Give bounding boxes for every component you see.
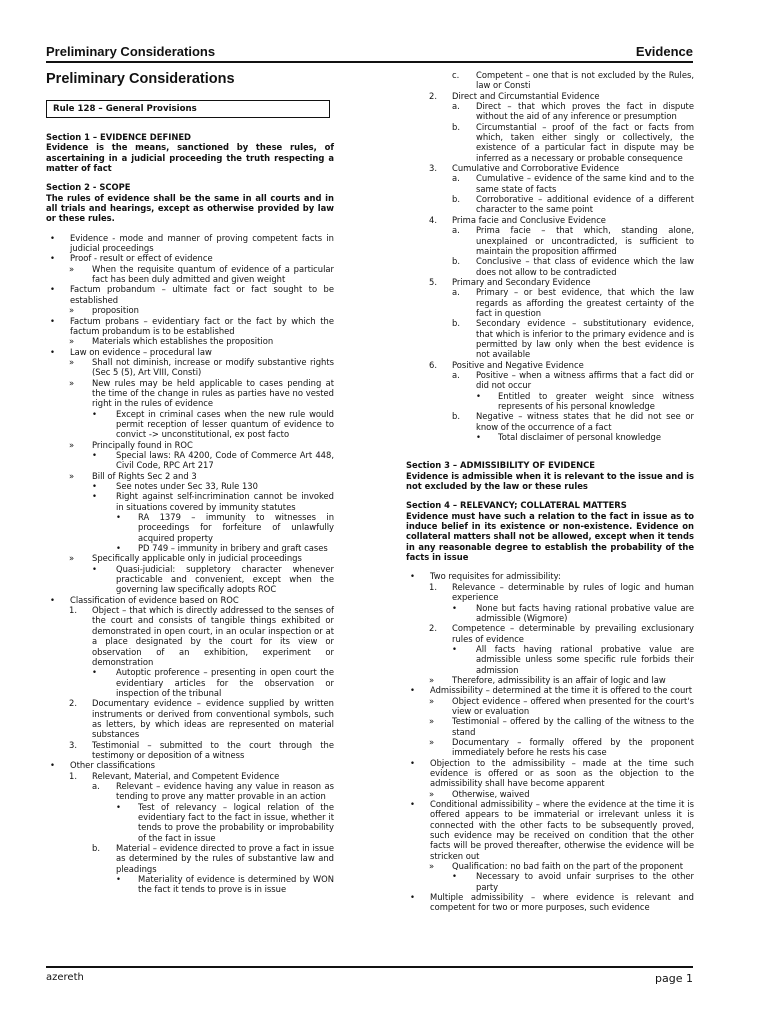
list-item xyxy=(46,491,334,512)
list-item-text: Admissibility – determined at the time it is offered to the court xyxy=(430,685,692,696)
header-subject: Evidence xyxy=(635,44,693,59)
list-marker: 2. xyxy=(429,90,437,101)
list-item xyxy=(406,411,694,432)
list-item xyxy=(406,370,694,391)
list-item xyxy=(406,256,694,277)
list-item-text: Conclusive – that class of evidence which the law does not allow to be contradicted xyxy=(476,256,694,277)
list-marker: c. xyxy=(452,70,460,80)
list-item xyxy=(46,543,334,553)
list-item xyxy=(46,874,334,895)
list-item xyxy=(406,173,694,194)
list-marker: • xyxy=(452,871,457,882)
list-marker: » xyxy=(429,861,435,872)
list-item xyxy=(46,305,334,315)
list-item xyxy=(406,789,694,799)
section-heading: Section 4 – RELEVANCY; COLLATERAL MATTERS xyxy=(406,500,627,511)
list-item-text: Autoptic proference – presenting in open court the evidentiary articles for the observation or inspection of the tribunal xyxy=(116,667,334,698)
page-number: page 1 xyxy=(655,972,693,985)
list-marker: » xyxy=(429,695,435,706)
list-item xyxy=(406,623,694,644)
list-marker: a. xyxy=(452,173,460,184)
list-item-text: Circumstantial – proof of the fact or facts from which, taken either singly or collectively, the existence of a particular fact in dispute may be inferred as a necessary or probable consequence xyxy=(476,121,694,163)
spacer xyxy=(406,491,694,500)
list-item-text: Direct – that which proves the fact in dispute without the aid of any inference or presumption xyxy=(476,101,694,122)
list-marker: • xyxy=(50,284,55,295)
list-item-text: Bill of Rights Sec 2 and 3 xyxy=(92,470,197,481)
list-marker: • xyxy=(452,643,457,654)
section-rule-text: Evidence is the means, sanctioned by these rules, of ascertaining in a judicial proceeding the truth respecting a matter of fact xyxy=(46,142,334,174)
list-item-text: Qualification: no bad faith on the part of the proponent xyxy=(452,861,684,872)
list-item-text: When the requisite quantum of evidence of a particular fact has been duly admitted and given weight xyxy=(92,263,334,285)
list-item xyxy=(46,347,334,357)
list-marker: » xyxy=(69,336,75,347)
list-marker: b. xyxy=(452,256,460,267)
list-item-text: None but facts having rational probative value are admissible (Wigmore) xyxy=(476,602,694,623)
list-marker: » xyxy=(429,716,435,727)
running-header xyxy=(46,41,693,63)
list-item-text: PD 749 – immunity in bribery and graft cases xyxy=(138,543,328,554)
list-item xyxy=(406,871,694,892)
list-item-text: Secondary evidence – substitutionary evidence, that which is inferior to the primary evidence and is permitted by law only when the best evidence is not available xyxy=(476,318,694,360)
spacer xyxy=(46,224,334,233)
list-item-text: Two requisites for admissibility: xyxy=(430,571,561,582)
list-item xyxy=(46,357,334,378)
list-marker: 4. xyxy=(429,214,437,225)
list-marker: • xyxy=(92,667,97,678)
list-item xyxy=(46,605,334,667)
section-rule-text: Evidence is admissible when it is relevant to the issue and is not excluded by the law or these rules xyxy=(406,470,694,492)
spacer xyxy=(406,562,694,571)
list-item-text: Relevant – evidence having any value in reason as tending to prove any matter provable in an action xyxy=(116,780,334,802)
list-item-text: Corroborative – additional evidence of a different character to the same point xyxy=(476,194,694,215)
list-item-text: Multiple admissibility – where evidence is relevant and competent for two or more purposes, such evidence xyxy=(430,892,694,913)
list-item xyxy=(46,440,334,450)
list-marker: • xyxy=(452,602,457,613)
list-marker: • xyxy=(50,760,55,771)
left-column xyxy=(46,70,334,895)
list-item xyxy=(46,450,334,471)
list-item xyxy=(46,781,334,802)
list-item-text: Entitled to greater weight since witness represents of his personal knowledge xyxy=(498,390,694,411)
list-marker: • xyxy=(92,408,97,419)
list-item-text: Negative – witness states that he did not see or know of the occurrence of a fact xyxy=(476,411,694,432)
list-item-text: Positive – when a witness affirms that a fact did or did not occur xyxy=(476,369,694,391)
list-marker: • xyxy=(476,432,481,443)
list-marker: • xyxy=(50,315,55,326)
list-marker: » xyxy=(69,553,75,564)
list-item-text: proposition xyxy=(92,305,139,316)
list-item xyxy=(46,553,334,563)
list-item xyxy=(46,843,334,874)
list-item xyxy=(406,101,694,122)
list-marker: 1. xyxy=(69,770,77,781)
list-item xyxy=(406,70,694,91)
list-item xyxy=(406,892,694,913)
list-item-text: Primary and Secondary Evidence xyxy=(452,276,591,287)
list-item-text: Right against self-incrimination cannot be invoked in situations covered by immunity statutes xyxy=(116,491,334,512)
list-marker: • xyxy=(92,481,97,491)
list-marker: • xyxy=(50,253,55,264)
list-marker: » xyxy=(429,674,435,685)
list-item-text: Necessary to avoid unfair surprises to the other party xyxy=(476,871,694,892)
list-marker: • xyxy=(116,512,121,523)
list-item-text: Prima facie and Conclusive Evidence xyxy=(452,214,606,225)
list-item-text: Shall not diminish, increase or modify substantive rights (Sec 5 (5), Art VIII, Consti) xyxy=(92,356,334,378)
list-marker: • xyxy=(92,563,97,574)
list-marker: 1. xyxy=(429,581,437,592)
list-item-text: Prima facie – that which, standing alone, unexplained or uncontradicted, is sufficient to maintain the proposition affirmed xyxy=(476,225,694,256)
list-item xyxy=(406,737,694,758)
list-item-text: Positive and Negative Evidence xyxy=(452,359,584,370)
list-item-text: Testimonial – submitted to the court through the testimony or deposition of a witness xyxy=(92,739,334,760)
list-item xyxy=(46,564,334,595)
list-marker: a. xyxy=(452,369,460,380)
list-marker: • xyxy=(50,594,55,605)
list-item xyxy=(406,696,694,717)
header-title: Preliminary Considerations xyxy=(46,44,216,59)
list-marker: » xyxy=(69,263,75,274)
right-column-body xyxy=(406,70,694,913)
list-item-text: Total disclaimer of personal knowledge xyxy=(498,432,661,443)
list-item-text: Specifically applicable only in judicial proceedings xyxy=(92,553,302,564)
list-item xyxy=(406,685,694,695)
section-heading: Section 2 - SCOPE xyxy=(46,182,131,193)
list-item-text: Object – that which is directly addressed to the senses of the court and consists of tangible things exhibited or demonstrated in open court, in an ocular inspection or at a place designated by the court for its view or observation of an exhibition, experiment or demonstration xyxy=(92,605,334,667)
list-marker: b. xyxy=(452,411,460,422)
list-item xyxy=(46,378,334,409)
list-marker: 2. xyxy=(69,698,77,709)
list-item xyxy=(406,582,694,603)
list-item-text: Cumulative – evidence of the same kind and to the same state of facts xyxy=(476,173,694,194)
list-marker: • xyxy=(50,232,55,243)
list-item-text: Principally found in ROC xyxy=(92,439,193,450)
list-item xyxy=(406,194,694,215)
list-marker: 3. xyxy=(69,739,77,750)
list-item xyxy=(406,277,694,287)
list-item xyxy=(406,675,694,685)
list-marker: » xyxy=(429,788,435,799)
list-item xyxy=(406,571,694,581)
list-item-text: Relevant, Material, and Competent Evidence xyxy=(92,770,280,781)
list-marker: • xyxy=(92,491,97,502)
list-marker: • xyxy=(410,892,415,903)
list-item xyxy=(46,481,334,491)
section-heading: Section 1 – EVIDENCE DEFINED xyxy=(46,132,192,142)
section-rule-text: The rules of evidence shall be the same in all courts and in all trials and hearings, except as otherwise provided by law or these rules. xyxy=(46,192,334,224)
list-item-text: Material – evidence directed to prove a fact in issue as determined by the rules of substantive law and pleadings xyxy=(116,843,334,874)
list-item xyxy=(406,758,694,789)
list-marker: 1. xyxy=(69,605,77,616)
list-marker: » xyxy=(69,305,75,316)
list-marker: • xyxy=(476,390,481,401)
list-marker: • xyxy=(410,685,415,696)
list-item-text: Competence – determinable by prevailing exclusionary rules of evidence xyxy=(452,623,694,644)
list-item-text: Factum probans – evidentiary fact or the fact by which the factum probandum is to be established xyxy=(70,315,334,336)
list-item xyxy=(46,253,334,263)
section-rule-text: Evidence must have such a relation to the fact in issue as to induce belief in its existence or non-existence. Evidence on collateral matters shall not be allowed, except when it tends in any reasonable degree to establish the probability of the facts in issue xyxy=(406,510,694,563)
left-column-body xyxy=(46,132,334,895)
list-item-text: Primary – or best evidence, that which the law regards as affording the greatest certainty of the fact in question xyxy=(476,287,694,318)
list-item xyxy=(406,799,694,861)
list-item-text: Test of relevancy – logical relation of the evidentiary fact to the fact in issue, whether it tends to prove the probability or improbability of the fact in issue xyxy=(138,801,334,843)
list-item-text: Other classifications xyxy=(70,760,155,771)
list-marker: b. xyxy=(92,843,100,854)
list-item-text: New rules may be held applicable to cases pending at the time of the change in rules as parties have no vested right in the rules of evidence xyxy=(92,377,334,409)
list-item-text: Otherwise, waived xyxy=(452,788,530,799)
list-marker: a. xyxy=(92,780,100,791)
spacer xyxy=(406,442,694,451)
list-marker: » xyxy=(429,736,435,747)
list-marker: • xyxy=(410,757,415,768)
list-marker: » xyxy=(69,377,75,388)
list-item-text: Object evidence – offered when presented for the court's view or evaluation xyxy=(452,695,694,716)
list-marker: » xyxy=(69,356,75,367)
list-item xyxy=(46,771,334,781)
list-item xyxy=(406,122,694,163)
list-item-text: Cumulative and Corroborative Evidence xyxy=(452,163,620,174)
list-item xyxy=(406,716,694,737)
section-heading: Section 3 – ADMISSIBILITY OF EVIDENCE xyxy=(406,460,595,471)
list-marker: • xyxy=(116,874,121,885)
footer-author: azereth xyxy=(46,972,84,983)
list-item-text: Documentary – formally offered by the proponent immediately before he rests his case xyxy=(452,736,694,758)
list-item xyxy=(46,760,334,770)
list-item xyxy=(46,336,334,346)
list-item-text: Evidence - mode and manner of proving competent facts in judicial proceedings xyxy=(70,232,334,254)
list-item xyxy=(406,91,694,101)
list-item xyxy=(406,225,694,256)
list-marker: 2. xyxy=(429,623,437,634)
list-marker: • xyxy=(50,346,55,357)
page-title: Preliminary Considerations xyxy=(46,71,235,87)
list-item xyxy=(46,409,334,440)
list-item xyxy=(406,391,694,412)
list-item-text: Competent – one that is not excluded by the Rules, law or Consti xyxy=(476,70,694,91)
list-marker: b. xyxy=(452,318,460,329)
list-marker: • xyxy=(116,543,121,554)
list-item-text: Classification of evidence based on ROC xyxy=(70,594,239,605)
list-item xyxy=(406,318,694,359)
list-item-text: Quasi-judicial: suppletory character whenever practicable and convenient, except when the governing law specifically adopts ROC xyxy=(116,563,334,595)
list-item xyxy=(46,284,334,305)
list-item xyxy=(46,471,334,481)
list-item xyxy=(406,163,694,173)
list-item xyxy=(46,667,334,698)
list-item xyxy=(406,432,694,442)
right-column xyxy=(406,70,694,913)
list-marker: a. xyxy=(452,225,460,236)
list-marker: • xyxy=(116,801,121,812)
list-item-text: Relevance – determinable by rules of logic and human experience xyxy=(452,581,694,603)
list-item xyxy=(406,287,694,318)
list-item xyxy=(406,360,694,370)
list-item xyxy=(46,698,334,739)
list-marker: 3. xyxy=(429,163,437,174)
list-marker: a. xyxy=(452,287,460,298)
list-marker: • xyxy=(92,449,97,460)
rule-heading-box: Rule 128 – General Provisions xyxy=(46,100,330,118)
list-item-text: Direct and Circumstantial Evidence xyxy=(452,90,600,101)
list-item-text: See notes under Sec 33, Rule 130 xyxy=(116,481,258,491)
list-item xyxy=(46,264,334,285)
list-marker: » xyxy=(69,439,75,450)
list-item-text: Objection to the admissibility – made at the time such evidence is offered or as soon as the objection to the admissibility shall have become apparent xyxy=(430,757,694,789)
list-item-text: Therefore, admissibility is an affair of logic and law xyxy=(452,674,666,685)
list-item xyxy=(46,595,334,605)
list-item xyxy=(406,644,694,675)
list-marker: b. xyxy=(452,194,460,205)
list-item-text: Factum probandum – ultimate fact or fact sought to be established xyxy=(70,284,334,305)
page-footer xyxy=(46,966,693,986)
spacer xyxy=(406,451,694,460)
list-marker: 5. xyxy=(429,276,437,287)
list-marker: • xyxy=(410,799,415,810)
list-marker: a. xyxy=(452,101,460,112)
list-item-text: Proof - result or effect of evidence xyxy=(70,253,213,264)
list-item xyxy=(406,603,694,624)
list-item-text: All facts having rational probative value are admissible unless some specific rule forbids their admission xyxy=(476,643,694,675)
list-item xyxy=(406,215,694,225)
list-item-text: Special laws: RA 4200, Code of Commerce Art 448, Civil Code, RPC Art 217 xyxy=(116,449,334,471)
list-item xyxy=(46,316,334,337)
list-item-text: Documentary evidence – evidence supplied by written instruments or derived from conventional symbols, such as letters, by which ideas are represented on material substances xyxy=(92,698,334,740)
list-marker: 6. xyxy=(429,359,437,370)
list-item-text: Testimonial – offered by the calling of the witness to the stand xyxy=(452,716,694,737)
spacer xyxy=(46,173,334,182)
list-item-text: Materials which establishes the proposition xyxy=(92,336,274,347)
list-marker: • xyxy=(410,571,415,582)
list-item xyxy=(46,740,334,761)
list-item xyxy=(406,861,694,871)
list-item-text: Law on evidence – procedural law xyxy=(70,346,212,357)
list-item-text: Materiality of evidence is determined by WON the fact it tends to prove is in issue xyxy=(138,874,334,895)
list-item-text: Conditional admissibility – where the evidence at the time it is offered appears to be immaterial or irrelevant unless it is connected with the other facts to be subsequently proved, such evidence may be received on condition that the other facts will be proved thereafter, otherwise the evidence will be stricken out xyxy=(430,799,694,861)
list-item-text: Except in criminal cases when the new rule would permit reception of lesser quantum of evidence to convict -> unconstitutional, ex post facto xyxy=(116,408,334,440)
list-item xyxy=(46,233,334,254)
list-item xyxy=(46,512,334,543)
list-marker: » xyxy=(69,470,75,481)
list-marker: b. xyxy=(452,121,460,132)
list-item-text: RA 1379 – immunity to witnesses in proceedings for forfeiture of unlawfully acquired property xyxy=(138,512,334,543)
list-item xyxy=(46,802,334,843)
